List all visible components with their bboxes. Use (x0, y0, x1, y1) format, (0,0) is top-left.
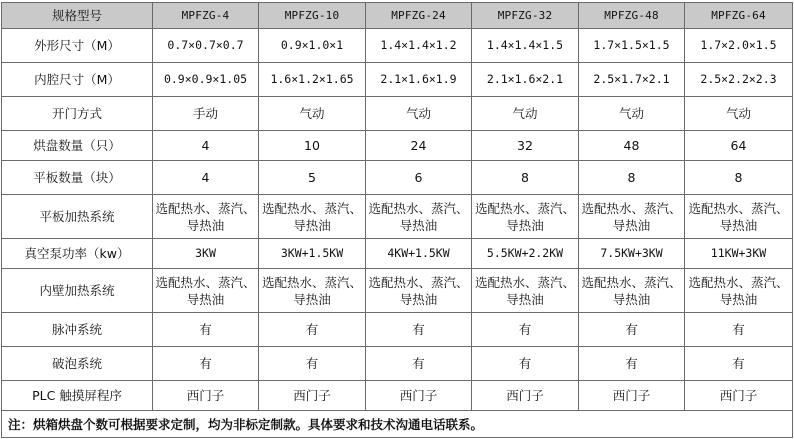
table-cell: 0.9×0.9×1.05 (153, 63, 259, 97)
model-header: MPFZG-4 (153, 3, 259, 29)
table-cell: 4 (153, 161, 259, 195)
table-cell: 气动 (366, 97, 472, 131)
table-cell: 选配热水、蒸汽、导热油 (259, 269, 366, 313)
table-cell: 8 (472, 161, 579, 195)
table-cell: 8 (685, 161, 793, 195)
row-pulse-system (2, 313, 793, 347)
table-cell: 有 (579, 347, 685, 381)
table-cell: 西门子 (685, 381, 793, 411)
table-cell: 6 (366, 161, 472, 195)
row-plate-count (2, 161, 793, 195)
table-cell: 5.5KW+2.2KW (472, 239, 579, 269)
note-row (2, 411, 793, 438)
row-vacuum-power (2, 239, 793, 269)
table-cell: 气动 (579, 97, 685, 131)
table-cell: 西门子 (259, 381, 366, 411)
table-cell: 有 (579, 313, 685, 347)
row-outer-size (2, 29, 793, 63)
row-label: 外形尺寸（M） (2, 29, 153, 63)
table-cell: 0.7×0.7×0.7 (153, 29, 259, 63)
table-cell: 手动 (153, 97, 259, 131)
model-header: MPFZG-64 (685, 3, 793, 29)
table-cell: 有 (472, 313, 579, 347)
table-cell: 0.9×1.0×1 (259, 29, 366, 63)
table-cell: 气动 (685, 97, 793, 131)
table-cell: 选配热水、蒸汽、导热油 (366, 269, 472, 313)
table-cell: 选配热水、蒸汽、导热油 (153, 269, 259, 313)
table-cell: 1.4×1.4×1.5 (472, 29, 579, 63)
row-plate-heating (2, 195, 793, 239)
table-cell: 气动 (472, 97, 579, 131)
table-cell: 有 (685, 313, 793, 347)
table-cell: 选配热水、蒸汽、导热油 (472, 269, 579, 313)
row-label: 烘盘数量（只） (2, 131, 153, 161)
table-cell: 有 (259, 313, 366, 347)
table-cell: 2.1×1.6×1.9 (366, 63, 472, 97)
row-label: 平板数量（块） (2, 161, 153, 195)
table-cell: 3KW (153, 239, 259, 269)
table-cell: 11KW+3KW (685, 239, 793, 269)
header-row (2, 3, 793, 29)
table-cell: 有 (153, 313, 259, 347)
table-cell: 选配热水、蒸汽、导热油 (685, 195, 793, 239)
row-label: PLC 触摸屏程序 (2, 381, 153, 411)
header-label: 规格型号 (2, 3, 153, 29)
row-door-mode (2, 97, 793, 131)
row-label: 内腔尺寸（M） (2, 63, 153, 97)
table-cell: 有 (472, 347, 579, 381)
spec-table-container (1, 2, 792, 438)
table-cell: 1.7×2.0×1.5 (685, 29, 793, 63)
row-label: 真空泵功率（kw） (2, 239, 153, 269)
table-cell: 西门子 (472, 381, 579, 411)
row-label: 内壁加热系统 (2, 269, 153, 313)
row-wall-heating (2, 269, 793, 313)
table-cell: 1.4×1.4×1.2 (366, 29, 472, 63)
table-cell: 气动 (259, 97, 366, 131)
table-cell: 西门子 (366, 381, 472, 411)
table-cell: 选配热水、蒸汽、导热油 (153, 195, 259, 239)
table-cell: 48 (579, 131, 685, 161)
table-cell: 64 (685, 131, 793, 161)
table-cell: 选配热水、蒸汽、导热油 (579, 269, 685, 313)
table-cell: 4 (153, 131, 259, 161)
table-cell: 24 (366, 131, 472, 161)
table-cell: 选配热水、蒸汽、导热油 (259, 195, 366, 239)
model-header: MPFZG-48 (579, 3, 685, 29)
table-cell: 2.1×1.6×2.1 (472, 63, 579, 97)
table-cell: 有 (366, 313, 472, 347)
table-cell: 有 (153, 347, 259, 381)
table-cell: 32 (472, 131, 579, 161)
table-cell: 有 (259, 347, 366, 381)
spec-table (1, 2, 793, 438)
row-label: 开门方式 (2, 97, 153, 131)
table-cell: 5 (259, 161, 366, 195)
table-cell: 选配热水、蒸汽、导热油 (685, 269, 793, 313)
table-cell: 7.5KW+3KW (579, 239, 685, 269)
table-cell: 2.5×2.2×2.3 (685, 63, 793, 97)
row-label: 平板加热系统 (2, 195, 153, 239)
table-cell: 选配热水、蒸汽、导热油 (366, 195, 472, 239)
model-header: MPFZG-10 (259, 3, 366, 29)
model-header: MPFZG-32 (472, 3, 579, 29)
table-cell: 西门子 (579, 381, 685, 411)
row-tray-count (2, 131, 793, 161)
table-cell: 选配热水、蒸汽、导热油 (472, 195, 579, 239)
row-label: 破泡系统 (2, 347, 153, 381)
table-cell: 有 (685, 347, 793, 381)
table-cell: 选配热水、蒸汽、导热油 (579, 195, 685, 239)
row-plc-program (2, 381, 793, 411)
table-cell: 8 (579, 161, 685, 195)
table-cell: 西门子 (153, 381, 259, 411)
table-cell: 1.7×1.5×1.5 (579, 29, 685, 63)
table-cell: 1.6×1.2×1.65 (259, 63, 366, 97)
table-cell: 10 (259, 131, 366, 161)
model-header: MPFZG-24 (366, 3, 472, 29)
footnote: 注：烘箱烘盘个数可根据要求定制，均为非标定制款。具体要求和技术沟通电话联系。 (2, 411, 793, 438)
row-bubble-system (2, 347, 793, 381)
row-label: 脉冲系统 (2, 313, 153, 347)
table-cell: 有 (366, 347, 472, 381)
row-inner-size (2, 63, 793, 97)
table-cell: 3KW+1.5KW (259, 239, 366, 269)
table-cell: 2.5×1.7×2.1 (579, 63, 685, 97)
table-cell: 4KW+1.5KW (366, 239, 472, 269)
